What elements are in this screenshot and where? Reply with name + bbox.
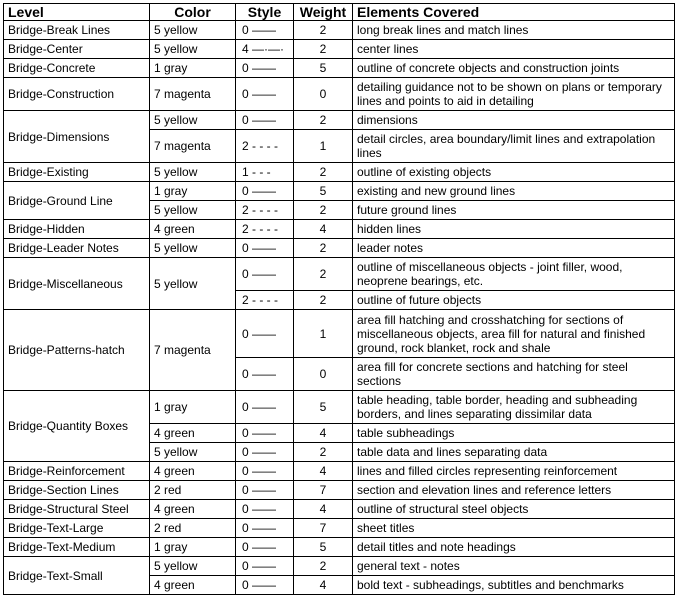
table-row xyxy=(4,220,675,239)
elements-cell: outline of structural steel objects xyxy=(353,500,675,519)
elements-cell: area fill for concrete sections and hatching for steel sections xyxy=(353,358,675,391)
style-cell: 0 —— xyxy=(236,519,294,538)
level-cell: Bridge-Break Lines xyxy=(4,21,150,40)
style-cell: 0 —— xyxy=(236,576,294,595)
weight-cell: 4 xyxy=(294,220,353,239)
weight-cell: 7 xyxy=(294,481,353,500)
elements-cell: outline of concrete objects and construction joints xyxy=(353,59,675,78)
elements-cell: detailing guidance not to be shown on plans or temporary lines and points to aid in detailing xyxy=(353,78,675,111)
table-row xyxy=(4,21,675,40)
level-cell: Bridge-Text-Medium xyxy=(4,538,150,557)
color-cell: 4 green xyxy=(150,576,236,595)
color-cell: 4 green xyxy=(150,424,236,443)
level-cell: Bridge-Patterns-hatch xyxy=(4,310,150,391)
color-cell: 5 yellow xyxy=(150,111,236,130)
style-cell: 0 —— xyxy=(236,239,294,258)
level-cell: Bridge-Concrete xyxy=(4,59,150,78)
weight-cell: 4 xyxy=(294,424,353,443)
table-row xyxy=(4,182,675,201)
header-level: Level xyxy=(4,4,150,21)
color-cell: 1 gray xyxy=(150,59,236,78)
color-cell: 2 red xyxy=(150,519,236,538)
weight-cell: 1 xyxy=(294,310,353,358)
style-cell: 2 - - - - xyxy=(236,291,294,310)
color-cell: 5 yellow xyxy=(150,557,236,576)
table-row xyxy=(4,481,675,500)
level-cell: Bridge-Miscellaneous xyxy=(4,258,150,310)
elements-cell: existing and new ground lines xyxy=(353,182,675,201)
style-cell: 0 —— xyxy=(236,462,294,481)
level-cell: Bridge-Hidden xyxy=(4,220,150,239)
color-cell: 5 yellow xyxy=(150,40,236,59)
style-cell: 0 —— xyxy=(236,500,294,519)
style-cell: 0 —— xyxy=(236,391,294,424)
elements-cell: hidden lines xyxy=(353,220,675,239)
elements-cell: outline of miscellaneous objects - joint filler, wood, neoprene bearings, etc. xyxy=(353,258,675,291)
weight-cell: 4 xyxy=(294,576,353,595)
style-cell: 2 - - - - xyxy=(236,201,294,220)
weight-cell: 2 xyxy=(294,111,353,130)
table-row xyxy=(4,111,675,130)
elements-cell: lines and filled circles representing reinforcement xyxy=(353,462,675,481)
style-cell: 0 —— xyxy=(236,182,294,201)
header-color: Color xyxy=(150,4,236,21)
weight-cell: 0 xyxy=(294,358,353,391)
weight-cell: 4 xyxy=(294,500,353,519)
table-row xyxy=(4,40,675,59)
style-cell: 0 —— xyxy=(236,557,294,576)
table-row xyxy=(4,500,675,519)
color-cell: 5 yellow xyxy=(150,443,236,462)
color-cell: 5 yellow xyxy=(150,21,236,40)
header-elements-covered: Elements Covered xyxy=(353,4,675,21)
header-style: Style xyxy=(236,4,294,21)
level-cell: Bridge-Construction xyxy=(4,78,150,111)
color-cell: 5 yellow xyxy=(150,201,236,220)
style-cell: 0 —— xyxy=(236,538,294,557)
table-row xyxy=(4,163,675,182)
style-cell: 0 —— xyxy=(236,310,294,358)
level-cell: Bridge-Center xyxy=(4,40,150,59)
color-cell: 7 magenta xyxy=(150,78,236,111)
elements-cell: area fill hatching and crosshatching for sections of miscellaneous objects, area fill for natural and finished ground, rock blanket, rock and shale xyxy=(353,310,675,358)
elements-cell: detail titles and note headings xyxy=(353,538,675,557)
level-standards-table xyxy=(3,3,675,595)
color-cell: 4 green xyxy=(150,462,236,481)
level-cell: Bridge-Section Lines xyxy=(4,481,150,500)
color-cell: 4 green xyxy=(150,220,236,239)
header-weight: Weight xyxy=(294,4,353,21)
color-cell: 5 yellow xyxy=(150,258,236,310)
elements-cell: sheet titles xyxy=(353,519,675,538)
table-row xyxy=(4,538,675,557)
color-cell: 2 red xyxy=(150,481,236,500)
table-row xyxy=(4,310,675,358)
weight-cell: 2 xyxy=(294,40,353,59)
color-cell: 5 yellow xyxy=(150,239,236,258)
elements-cell: leader notes xyxy=(353,239,675,258)
style-cell: 2 - - - - xyxy=(236,130,294,163)
elements-cell: long break lines and match lines xyxy=(353,21,675,40)
elements-cell: center lines xyxy=(353,40,675,59)
level-cell: Bridge-Existing xyxy=(4,163,150,182)
style-cell: 2 - - - - xyxy=(236,220,294,239)
elements-cell: section and elevation lines and reference letters xyxy=(353,481,675,500)
table-row xyxy=(4,519,675,538)
table-row xyxy=(4,391,675,424)
table-row xyxy=(4,462,675,481)
level-cell: Bridge-Text-Small xyxy=(4,557,150,595)
color-cell: 4 green xyxy=(150,500,236,519)
level-cell: Bridge-Ground Line xyxy=(4,182,150,220)
style-cell: 0 —— xyxy=(236,59,294,78)
weight-cell: 5 xyxy=(294,59,353,78)
level-cell: Bridge-Text-Large xyxy=(4,519,150,538)
weight-cell: 5 xyxy=(294,538,353,557)
elements-cell: general text - notes xyxy=(353,557,675,576)
elements-cell: outline of existing objects xyxy=(353,163,675,182)
color-cell: 1 gray xyxy=(150,391,236,424)
header-row xyxy=(4,4,675,21)
color-cell: 1 gray xyxy=(150,538,236,557)
elements-cell: table data and lines separating data xyxy=(353,443,675,462)
elements-cell: table heading, table border, heading and subheading borders, and lines separating dissimilar data xyxy=(353,391,675,424)
style-cell: 0 —— xyxy=(236,78,294,111)
weight-cell: 2 xyxy=(294,443,353,462)
style-cell: 0 —— xyxy=(236,111,294,130)
elements-cell: outline of future objects xyxy=(353,291,675,310)
level-cell: Bridge-Quantity Boxes xyxy=(4,391,150,462)
table-row xyxy=(4,557,675,576)
elements-cell: table subheadings xyxy=(353,424,675,443)
table-row xyxy=(4,78,675,111)
table-row xyxy=(4,258,675,291)
elements-cell: bold text - subheadings, subtitles and benchmarks xyxy=(353,576,675,595)
weight-cell: 2 xyxy=(294,201,353,220)
elements-cell: future ground lines xyxy=(353,201,675,220)
color-cell: 1 gray xyxy=(150,182,236,201)
weight-cell: 5 xyxy=(294,391,353,424)
style-cell: 0 —— xyxy=(236,358,294,391)
weight-cell: 2 xyxy=(294,239,353,258)
table-row xyxy=(4,59,675,78)
weight-cell: 2 xyxy=(294,21,353,40)
weight-cell: 2 xyxy=(294,291,353,310)
weight-cell: 4 xyxy=(294,462,353,481)
level-cell: Bridge-Leader Notes xyxy=(4,239,150,258)
color-cell: 5 yellow xyxy=(150,163,236,182)
weight-cell: 0 xyxy=(294,78,353,111)
level-cell: Bridge-Reinforcement xyxy=(4,462,150,481)
weight-cell: 2 xyxy=(294,557,353,576)
color-cell: 7 magenta xyxy=(150,310,236,391)
level-cell: Bridge-Structural Steel xyxy=(4,500,150,519)
style-cell: 0 —— xyxy=(236,443,294,462)
weight-cell: 2 xyxy=(294,258,353,291)
level-cell: Bridge-Dimensions xyxy=(4,111,150,163)
style-cell: 4 —·—· xyxy=(236,40,294,59)
elements-cell: detail circles, area boundary/limit lines and extrapolation lines xyxy=(353,130,675,163)
style-cell: 0 —— xyxy=(236,424,294,443)
color-cell: 7 magenta xyxy=(150,130,236,163)
weight-cell: 7 xyxy=(294,519,353,538)
style-cell: 0 —— xyxy=(236,258,294,291)
style-cell: 0 —— xyxy=(236,21,294,40)
weight-cell: 2 xyxy=(294,163,353,182)
table-row xyxy=(4,239,675,258)
weight-cell: 5 xyxy=(294,182,353,201)
style-cell: 1 - - - xyxy=(236,163,294,182)
elements-cell: dimensions xyxy=(353,111,675,130)
weight-cell: 1 xyxy=(294,130,353,163)
style-cell: 0 —— xyxy=(236,481,294,500)
